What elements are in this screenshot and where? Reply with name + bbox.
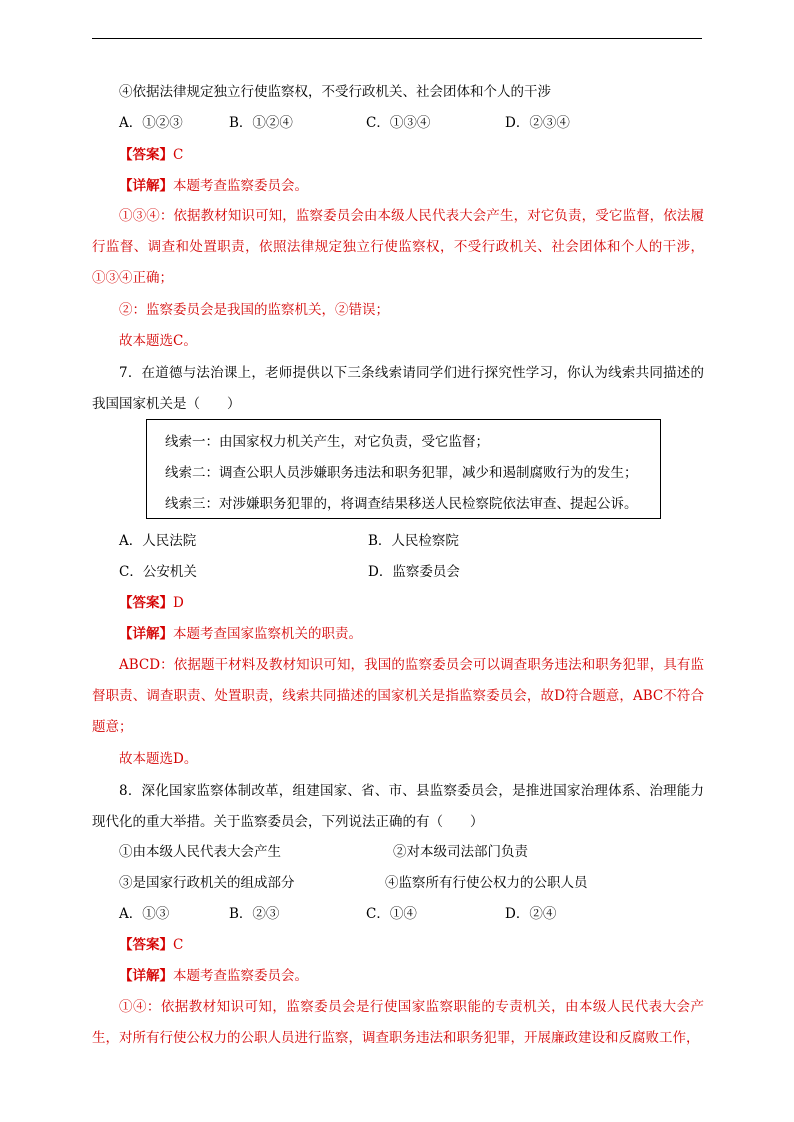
q6-conclusion: 故本题选C。 xyxy=(119,333,197,349)
answer-label: 【答案】 xyxy=(119,595,173,611)
q6-detail xyxy=(119,176,308,196)
q6-analysis-1: ①③④：依据教材知识可知，监察委员会由本级人民代表大会产生，对它负责，受它监督，依法履行监督、调查和处置职责，依照法律规定独立行使监察权，不受行政机关、社会团体和个人的干涉，①③④正确； xyxy=(92,208,704,286)
q6-item-4: ④依据法律规定独立行使监察权，不受行政机关、社会团体和个人的干涉 xyxy=(119,84,551,100)
answer-label: 【答案】 xyxy=(119,147,173,163)
q7-answer xyxy=(119,593,184,613)
q8-detail xyxy=(119,966,308,986)
q6-option-d: D．②③④ xyxy=(505,115,570,131)
q8-analysis-1: ①④：依据教材知识可知，监察委员会是行使国家监察职能的专责机关，由本级人民代表大会产生，对所有行使公权力的公职人员进行监察，调查职务违法和职务犯罪，开展廉政建设和反腐败工作， xyxy=(92,999,704,1046)
q7-option-b: B．人民检察院 xyxy=(368,533,459,549)
answer-value: C xyxy=(173,937,184,953)
q7-option-a: A．人民法院 xyxy=(119,533,197,549)
q7-option-d: D．监察委员会 xyxy=(368,564,460,580)
q8-stem: 8．深化国家监察体制改革，组建国家、省、市、县监察委员会，是推进国家治理体系、治理能力现代化的重大举措。关于监察委员会，下列说法正确的有（ ） xyxy=(92,783,704,830)
answer-value: C xyxy=(173,147,184,163)
q7-stem: 7．在道德与法治课上，老师提供以下三条线索请同学们进行探究性学习，你认为线索共同描述的我国国家机关是（ ） xyxy=(92,365,704,412)
q7-clue-2: 线索二：调查公职人员涉嫌职务违法和职务犯罪，减少和遏制腐败行为的发生； xyxy=(165,465,638,481)
q8-item-3: ③是国家行政机关的组成部分 xyxy=(119,875,295,891)
q6-option-c: C．①③④ xyxy=(366,115,431,131)
q7-detail xyxy=(119,624,362,644)
q8-answer xyxy=(119,935,183,955)
answer-value: D xyxy=(173,595,184,611)
q7-clue-box xyxy=(146,419,661,519)
q6-option-b: B．①②④ xyxy=(229,115,293,131)
q7-clue-1: 线索一：由国家权力机关产生，对它负责，受它监督； xyxy=(165,434,489,450)
q7-conclusion: 故本题选D。 xyxy=(119,751,198,767)
q7-analysis-1: ABCD：依据题干材料及教材知识可知，我国的监察委员会可以调查职务违法和职务犯罪，具有监督职责、调查职责、处置职责，线索共同描述的国家机关是指监察委员会，故D符合题意，ABC不符合题意； xyxy=(92,657,704,735)
q7-clue-3: 线索三：对涉嫌职务犯罪的，将调查结果移送人民检察院依法审查、提起公诉。 xyxy=(165,496,638,512)
detail-label: 【详解】 xyxy=(119,178,173,194)
q6-answer xyxy=(119,145,183,165)
detail-text: 本题考查国家监察机关的职责。 xyxy=(173,626,362,642)
q8-option-a: A．①③ xyxy=(119,906,170,922)
q8-option-c: C．①④ xyxy=(366,906,417,922)
q8-item-4: ④监察所有行使公权力的公职人员 xyxy=(385,875,588,891)
q8-option-b: B．②③ xyxy=(229,906,280,922)
detail-label: 【详解】 xyxy=(119,968,173,984)
detail-text: 本题考查监察委员会。 xyxy=(173,968,308,984)
q8-item-1: ①由本级人民代表大会产生 xyxy=(119,844,281,860)
answer-label: 【答案】 xyxy=(119,937,173,953)
detail-text: 本题考查监察委员会。 xyxy=(173,178,308,194)
detail-label: 【详解】 xyxy=(119,626,173,642)
header-rule xyxy=(92,38,702,39)
q8-item-2: ②对本级司法部门负责 xyxy=(393,844,528,860)
q6-analysis-2: ②：监察委员会是我国的监察机关，②错误； xyxy=(119,302,389,318)
q7-option-c: C．公安机关 xyxy=(119,564,197,580)
q8-option-d: D．②④ xyxy=(505,906,557,922)
q6-option-a: A．①②③ xyxy=(119,115,183,131)
